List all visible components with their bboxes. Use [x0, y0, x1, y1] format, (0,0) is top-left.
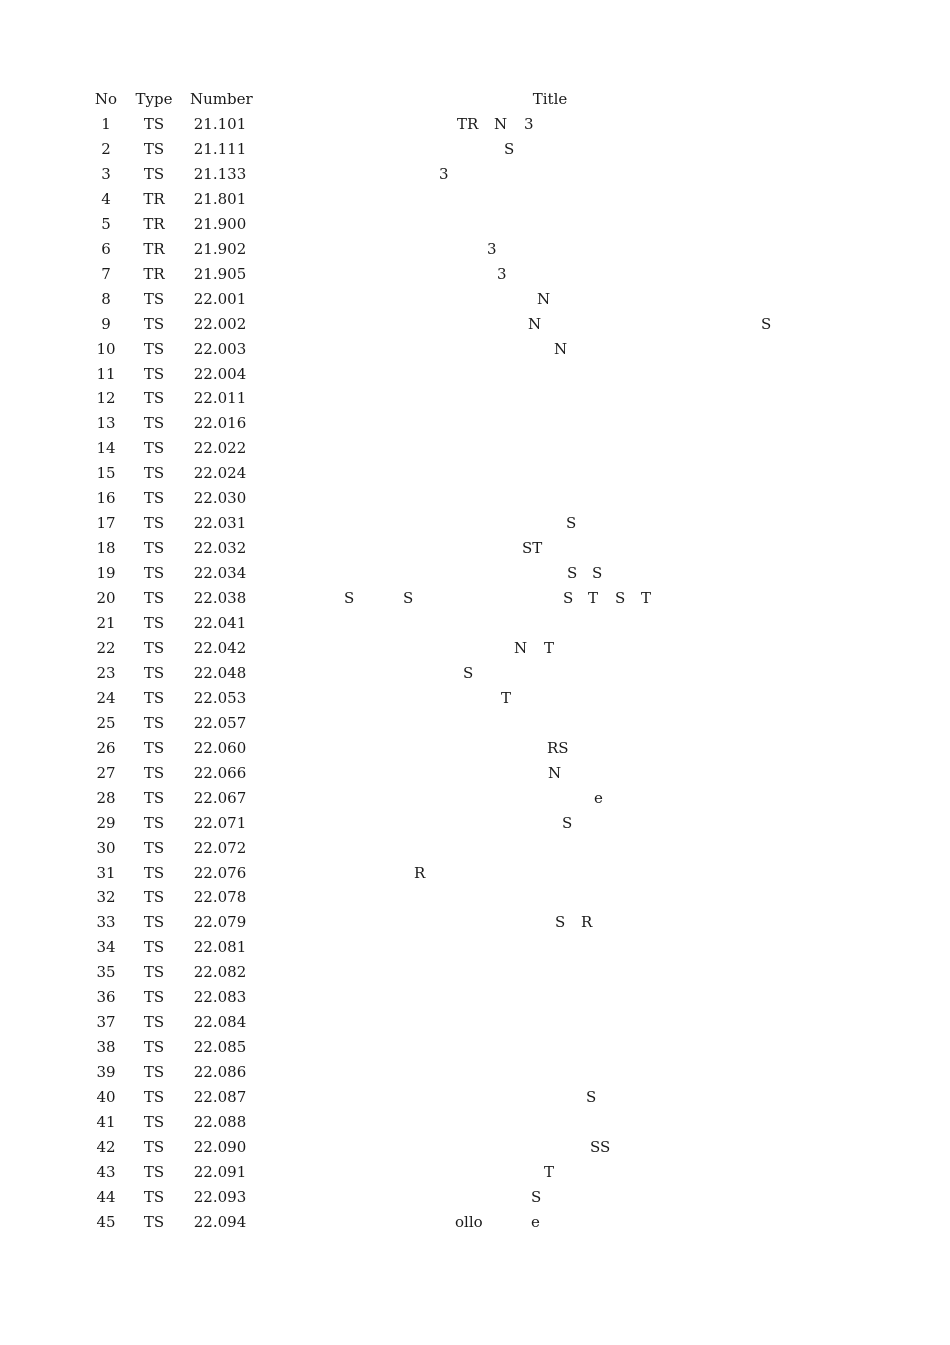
- table-row: [0, 636, 950, 661]
- row-no: 17: [96, 514, 116, 533]
- row-no: 38: [96, 1038, 116, 1057]
- row-no: 27: [96, 763, 116, 782]
- row-type: TS: [143, 638, 165, 657]
- row-type: TS: [143, 863, 165, 882]
- row-type: TS: [143, 1063, 165, 1082]
- table-row: [0, 1010, 950, 1035]
- table-row: [0, 586, 950, 611]
- row-number: 21.902: [193, 239, 247, 258]
- row-number: 22.034: [193, 564, 247, 583]
- row-no: 40: [96, 1088, 116, 1107]
- row-no: 29: [96, 813, 116, 832]
- table-row: [0, 1185, 950, 1210]
- table-row: [0, 362, 950, 387]
- table-row: [0, 611, 950, 636]
- row-type: TS: [143, 414, 165, 433]
- table-row: [0, 885, 950, 910]
- row-type: TS: [143, 314, 165, 333]
- table-row: [0, 536, 950, 561]
- row-no: 32: [96, 888, 116, 907]
- row-type: TS: [143, 1038, 165, 1057]
- row-no: 18: [96, 539, 116, 558]
- header-title: Title: [532, 90, 568, 108]
- title-fragment: TR: [457, 115, 479, 133]
- row-number: 22.024: [193, 464, 247, 483]
- table-row: [0, 661, 950, 686]
- table-row: [0, 436, 950, 461]
- row-number: 22.083: [193, 988, 247, 1007]
- title-fragment: S: [586, 1088, 597, 1107]
- row-no: 45: [96, 1212, 116, 1231]
- title-fragment: 3: [439, 164, 449, 183]
- title-fragment: S: [761, 314, 772, 333]
- row-type: TS: [143, 888, 165, 907]
- row-no: 28: [96, 788, 116, 807]
- row-no: 1: [101, 115, 111, 133]
- row-no: 9: [101, 314, 111, 333]
- row-number: 22.091: [193, 1162, 247, 1181]
- row-no: 21: [96, 614, 116, 632]
- row-no: 7: [101, 264, 111, 283]
- table-row: [0, 1035, 950, 1060]
- row-number: 21.900: [193, 214, 247, 233]
- table-row: [0, 287, 950, 312]
- table-row: [0, 237, 950, 262]
- table-row: [0, 1060, 950, 1085]
- row-number: 22.057: [193, 713, 247, 732]
- row-type: TS: [143, 713, 165, 732]
- row-type: TS: [143, 913, 165, 932]
- table-row: [0, 935, 950, 960]
- title-fragment: R: [581, 913, 593, 932]
- row-number: 22.072: [193, 838, 247, 857]
- row-type: TS: [143, 364, 165, 383]
- table-row: [0, 836, 950, 861]
- row-type: TR: [143, 264, 165, 283]
- row-type: TS: [143, 539, 165, 558]
- row-type: TS: [143, 164, 165, 183]
- table-row: [0, 736, 950, 761]
- row-number: 22.094: [193, 1212, 247, 1231]
- row-no: 39: [96, 1063, 116, 1082]
- row-type: TS: [143, 738, 165, 757]
- table-row: [0, 212, 950, 237]
- row-type: TS: [143, 489, 165, 508]
- row-number: 22.090: [193, 1137, 247, 1156]
- row-type: TS: [143, 988, 165, 1007]
- row-type: TS: [143, 1212, 165, 1231]
- row-type: TR: [143, 214, 165, 233]
- title-fragment: T: [501, 688, 512, 707]
- table-row: [0, 960, 950, 985]
- row-type: TS: [143, 938, 165, 957]
- table-row: [0, 985, 950, 1010]
- title-fragment: S: [562, 813, 573, 832]
- title-fragment: e: [531, 1212, 540, 1231]
- header-type: Type: [135, 90, 173, 108]
- title-fragment: 3: [524, 115, 534, 133]
- title-fragment: N: [528, 314, 542, 333]
- row-no: 22: [96, 638, 116, 657]
- title-fragment: RS: [547, 738, 569, 757]
- table-row: [0, 461, 950, 486]
- row-number: 22.078: [193, 888, 247, 907]
- row-type: TS: [143, 813, 165, 832]
- row-number: 21.111: [193, 139, 247, 158]
- row-no: 26: [96, 738, 116, 757]
- table-row: [0, 312, 950, 337]
- row-type: TS: [143, 439, 165, 458]
- row-no: 4: [101, 189, 111, 208]
- row-number: 22.082: [193, 963, 247, 982]
- table-row: [0, 761, 950, 786]
- table-row: [0, 1085, 950, 1110]
- row-number: 22.011: [193, 389, 247, 408]
- table-row: [0, 386, 950, 411]
- table-row: [0, 162, 950, 187]
- title-fragment: N: [548, 763, 562, 782]
- row-no: 5: [101, 214, 111, 233]
- title-fragment: ST: [522, 539, 543, 558]
- table-row: [0, 1210, 950, 1235]
- title-fragment: S: [403, 589, 414, 608]
- table-row: [0, 1135, 950, 1160]
- row-number: 22.088: [193, 1113, 247, 1131]
- row-no: 23: [96, 663, 116, 682]
- row-no: 34: [96, 938, 116, 957]
- row-number: 22.071: [193, 813, 247, 832]
- row-no: 36: [96, 988, 116, 1007]
- title-fragment: T: [588, 589, 599, 608]
- row-no: 16: [96, 489, 116, 508]
- row-type: TS: [143, 1162, 165, 1181]
- row-type: TS: [143, 115, 165, 133]
- row-type: TS: [143, 389, 165, 408]
- row-number: 22.079: [193, 913, 247, 932]
- row-number: 22.003: [193, 339, 247, 358]
- row-no: 12: [96, 389, 116, 408]
- title-fragment: e: [594, 788, 603, 807]
- table-row: [0, 910, 950, 935]
- row-type: TS: [143, 614, 165, 632]
- header-number: Number: [190, 90, 253, 108]
- table-row: [0, 262, 950, 287]
- row-type: TS: [143, 688, 165, 707]
- title-fragment: S: [615, 589, 626, 608]
- title-fragment: T: [641, 589, 652, 608]
- row-number: 22.004: [193, 364, 247, 383]
- row-type: TR: [143, 189, 165, 208]
- row-number: 21.101: [193, 115, 247, 133]
- table-header-row: [0, 87, 950, 112]
- title-fragment: 3: [487, 239, 497, 258]
- row-number: 22.032: [193, 539, 247, 558]
- title-fragment: T: [544, 638, 555, 657]
- row-no: 6: [101, 239, 111, 258]
- row-no: 43: [96, 1162, 116, 1181]
- table-row: [0, 1110, 950, 1135]
- row-no: 37: [96, 1013, 116, 1032]
- table-row: [0, 486, 950, 511]
- table-row: [0, 511, 950, 536]
- table-row: [0, 861, 950, 886]
- row-number: 22.076: [193, 863, 247, 882]
- row-no: 33: [96, 913, 116, 932]
- row-no: 15: [96, 464, 116, 483]
- row-no: 8: [101, 289, 111, 308]
- row-number: 21.905: [193, 264, 247, 283]
- row-type: TS: [143, 1113, 165, 1131]
- row-no: 31: [96, 863, 116, 882]
- table-row: [0, 337, 950, 362]
- title-fragment: S: [566, 514, 577, 533]
- row-no: 24: [96, 688, 116, 707]
- row-number: 22.038: [193, 589, 247, 608]
- row-number: 22.093: [193, 1187, 247, 1206]
- row-type: TS: [143, 1187, 165, 1206]
- row-number: 22.022: [193, 439, 247, 458]
- row-no: 11: [96, 364, 116, 383]
- row-no: 42: [96, 1137, 116, 1156]
- row-number: 22.048: [193, 663, 247, 682]
- row-number: 22.031: [193, 514, 247, 533]
- title-fragment: S: [504, 139, 515, 158]
- row-number: 21.801: [193, 189, 247, 208]
- row-type: TS: [143, 763, 165, 782]
- title-fragment: N: [494, 115, 508, 133]
- table-row: [0, 811, 950, 836]
- row-number: 22.066: [193, 763, 247, 782]
- table-row: [0, 187, 950, 212]
- row-number: 22.067: [193, 788, 247, 807]
- row-type: TS: [143, 838, 165, 857]
- title-fragment: N: [554, 339, 568, 358]
- title-fragment: S: [344, 589, 355, 608]
- table-row: [0, 112, 950, 137]
- row-no: 30: [96, 838, 116, 857]
- title-fragment: S: [555, 913, 566, 932]
- row-no: 20: [96, 589, 116, 608]
- table-row: [0, 561, 950, 586]
- row-type: TS: [143, 788, 165, 807]
- title-fragment: S: [567, 564, 578, 583]
- row-type: TS: [143, 564, 165, 583]
- row-number: 22.041: [193, 614, 247, 632]
- table-row: [0, 711, 950, 736]
- title-fragment: S: [463, 663, 474, 682]
- row-number: 22.030: [193, 489, 247, 508]
- row-number: 22.042: [193, 638, 247, 657]
- row-number: 21.133: [193, 164, 247, 183]
- row-type: TS: [143, 1013, 165, 1032]
- title-fragment: ollo: [455, 1212, 483, 1231]
- row-no: 44: [96, 1187, 116, 1206]
- header-no: No: [94, 90, 118, 108]
- title-fragment: T: [544, 1162, 555, 1181]
- row-no: 41: [96, 1113, 116, 1131]
- table-row: [0, 686, 950, 711]
- row-number: 22.086: [193, 1063, 247, 1082]
- row-type: TS: [143, 589, 165, 608]
- row-number: 22.016: [193, 414, 247, 433]
- title-fragment: 3: [497, 264, 507, 283]
- row-type: TS: [143, 139, 165, 158]
- title-fragment: N: [514, 638, 528, 657]
- row-type: TS: [143, 514, 165, 533]
- row-type: TS: [143, 963, 165, 982]
- row-no: 3: [101, 164, 111, 183]
- row-type: TS: [143, 1088, 165, 1107]
- row-no: 19: [96, 564, 116, 583]
- row-type: TS: [143, 1137, 165, 1156]
- table-row: [0, 1160, 950, 1185]
- title-fragment: S: [531, 1187, 542, 1206]
- row-number: 22.081: [193, 938, 247, 957]
- row-number: 22.053: [193, 688, 247, 707]
- title-fragment: N: [537, 289, 551, 308]
- table-row: [0, 411, 950, 436]
- row-type: TR: [143, 239, 165, 258]
- row-number: 22.060: [193, 738, 247, 757]
- title-fragment: R: [414, 863, 426, 882]
- row-type: TS: [143, 663, 165, 682]
- title-fragment: S: [592, 564, 603, 583]
- table-row: [0, 786, 950, 811]
- row-no: 10: [96, 339, 116, 358]
- row-no: 13: [96, 414, 116, 433]
- row-number: 22.002: [193, 314, 247, 333]
- row-type: TS: [143, 464, 165, 483]
- table-row: [0, 137, 950, 162]
- title-fragment: SS: [590, 1137, 611, 1156]
- row-no: 35: [96, 963, 116, 982]
- row-no: 2: [101, 139, 111, 158]
- row-type: TS: [143, 289, 165, 308]
- row-no: 25: [96, 713, 116, 732]
- title-fragment: S: [563, 589, 574, 608]
- row-no: 14: [96, 439, 116, 458]
- row-number: 22.001: [193, 289, 247, 308]
- row-type: TS: [143, 339, 165, 358]
- row-number: 22.087: [193, 1088, 247, 1107]
- row-number: 22.084: [193, 1013, 247, 1032]
- row-number: 22.085: [193, 1038, 247, 1057]
